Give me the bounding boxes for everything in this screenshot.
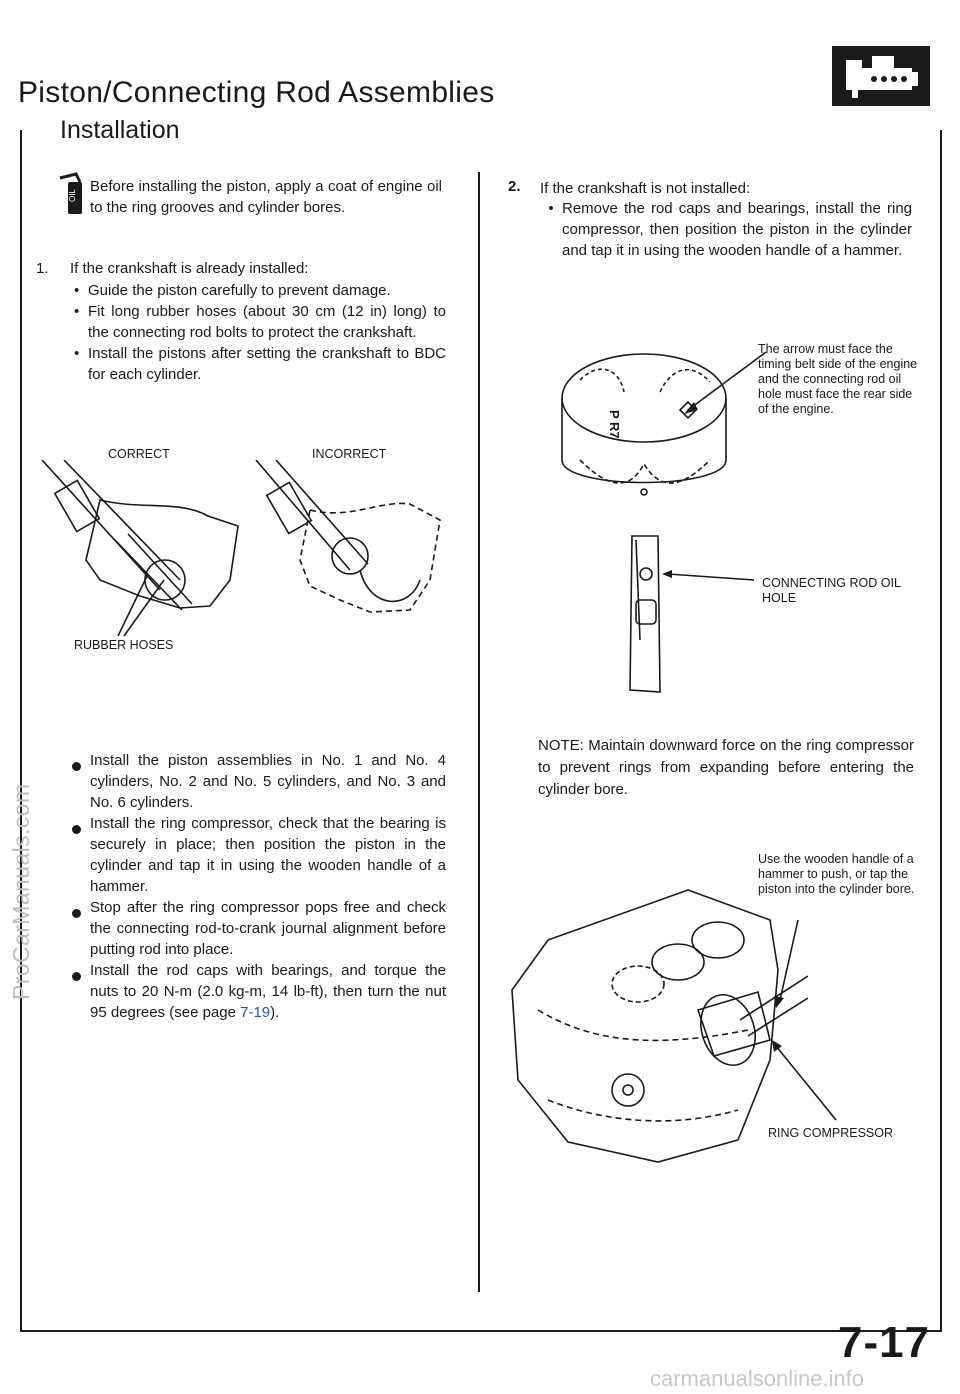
rubber-hose-pointer [108, 570, 168, 640]
oil-can-icon [58, 172, 88, 216]
step2-bullet: Remove the rod caps and bearings, install the ring compressor, then position the piston in the cylinder and tap it in using the wooden handle of a hammer. [562, 200, 912, 259]
dot-icon: • [74, 282, 80, 299]
install-bullet: Stop after the ring compressor pops free and check the connecting rod-to-crank journal alignment before putting rod into place. [90, 899, 446, 958]
arrow-note: The arrow must face the timing belt side of the engine and the connecting rod oil hole must face the rear side of the engine. [758, 342, 918, 416]
engine-block-diagram [508, 880, 808, 1170]
step2-number: 2. [508, 178, 521, 195]
svg-text:P R7: P R7 [607, 410, 622, 439]
page-title: Piston/Connecting Rod Assemblies [18, 76, 495, 109]
ring-compressor-pointer [770, 1040, 840, 1122]
step1-heading: If the crankshaft is already installed: [70, 260, 309, 277]
hammer-note: Use the wooden handle of a hammer to push, or tap the piston into the cylinder bore. [758, 852, 915, 896]
bullet-icon [72, 972, 81, 981]
bullet-icon [72, 762, 81, 771]
dot-icon: • [74, 303, 80, 320]
oil-note: Before installing the piston, apply a coat of engine oil to the ring grooves and cylinder bores. [90, 178, 442, 216]
oil-hole-pointer [660, 570, 756, 584]
torque-text: Install the rod caps with bearings, and torque the nuts to 20 N-m (2.0 kg-m, 14 lb-ft), then turn the nut 95 degrees (see page [90, 962, 446, 1021]
bottom-watermark: carmanualsonline.info [650, 1366, 865, 1391]
install-bullets [72, 750, 446, 1023]
svg-text:OIL: OIL [68, 189, 77, 202]
install-bullet-torque [90, 960, 446, 1023]
note-text: NOTE: Maintain downward force on the ring compressor to prevent rings from expanding before entering the cylinder bore. [538, 737, 914, 798]
step2-bullet-row [540, 198, 912, 261]
step1-number: 1. [36, 260, 49, 277]
hose-diagram [30, 460, 450, 640]
step1-bullet-list [74, 280, 446, 385]
bullet-icon [72, 825, 81, 834]
torque-text-end: ). [270, 1004, 280, 1021]
side-watermark: ProCarManuals.com [8, 783, 34, 1000]
dot-icon: • [548, 200, 554, 217]
step1-bullet: Guide the piston carefully to prevent damage. [88, 282, 391, 299]
ring-compressor-label: RING COMPRESSOR [768, 1126, 894, 1140]
correct-label: CORRECT [108, 447, 170, 461]
page-number: 7-17 [838, 1318, 931, 1367]
engine-icon [832, 46, 930, 106]
step1-bullet: Fit long rubber hoses (about 30 cm (12 in) long) to the connecting rod bolts to protect the crankshaft. [88, 303, 446, 341]
column-divider [478, 172, 480, 1292]
dot-icon: • [74, 345, 80, 362]
hammer-pointer [774, 918, 804, 1010]
rubber-hoses-label: RUBBER HOSES [74, 638, 174, 652]
oil-hole-label: CONNECTING ROD OIL HOLE [762, 576, 901, 605]
bullet-icon [72, 909, 81, 918]
step2-heading: If the crankshaft is not installed: [540, 180, 751, 197]
install-bullet: Install the piston assemblies in No. 1 and No. 4 cylinders, No. 2 and No. 5 cylinders, and No. 3 and No. 6 cylinders. [90, 752, 446, 811]
incorrect-label: INCORRECT [312, 447, 387, 461]
step1-bullet: Install the pistons after setting the crankshaft to BDC for each cylinder. [88, 345, 446, 383]
page-link-7-19[interactable]: 7-19 [240, 1004, 271, 1021]
arrow-pointer [680, 348, 770, 418]
section-title: Installation [48, 116, 192, 145]
install-bullet: Install the ring compressor, check that the bearing is securely in place; then position the piston in the cylinder and tap it in using the wooden handle of a hammer. [90, 815, 446, 895]
